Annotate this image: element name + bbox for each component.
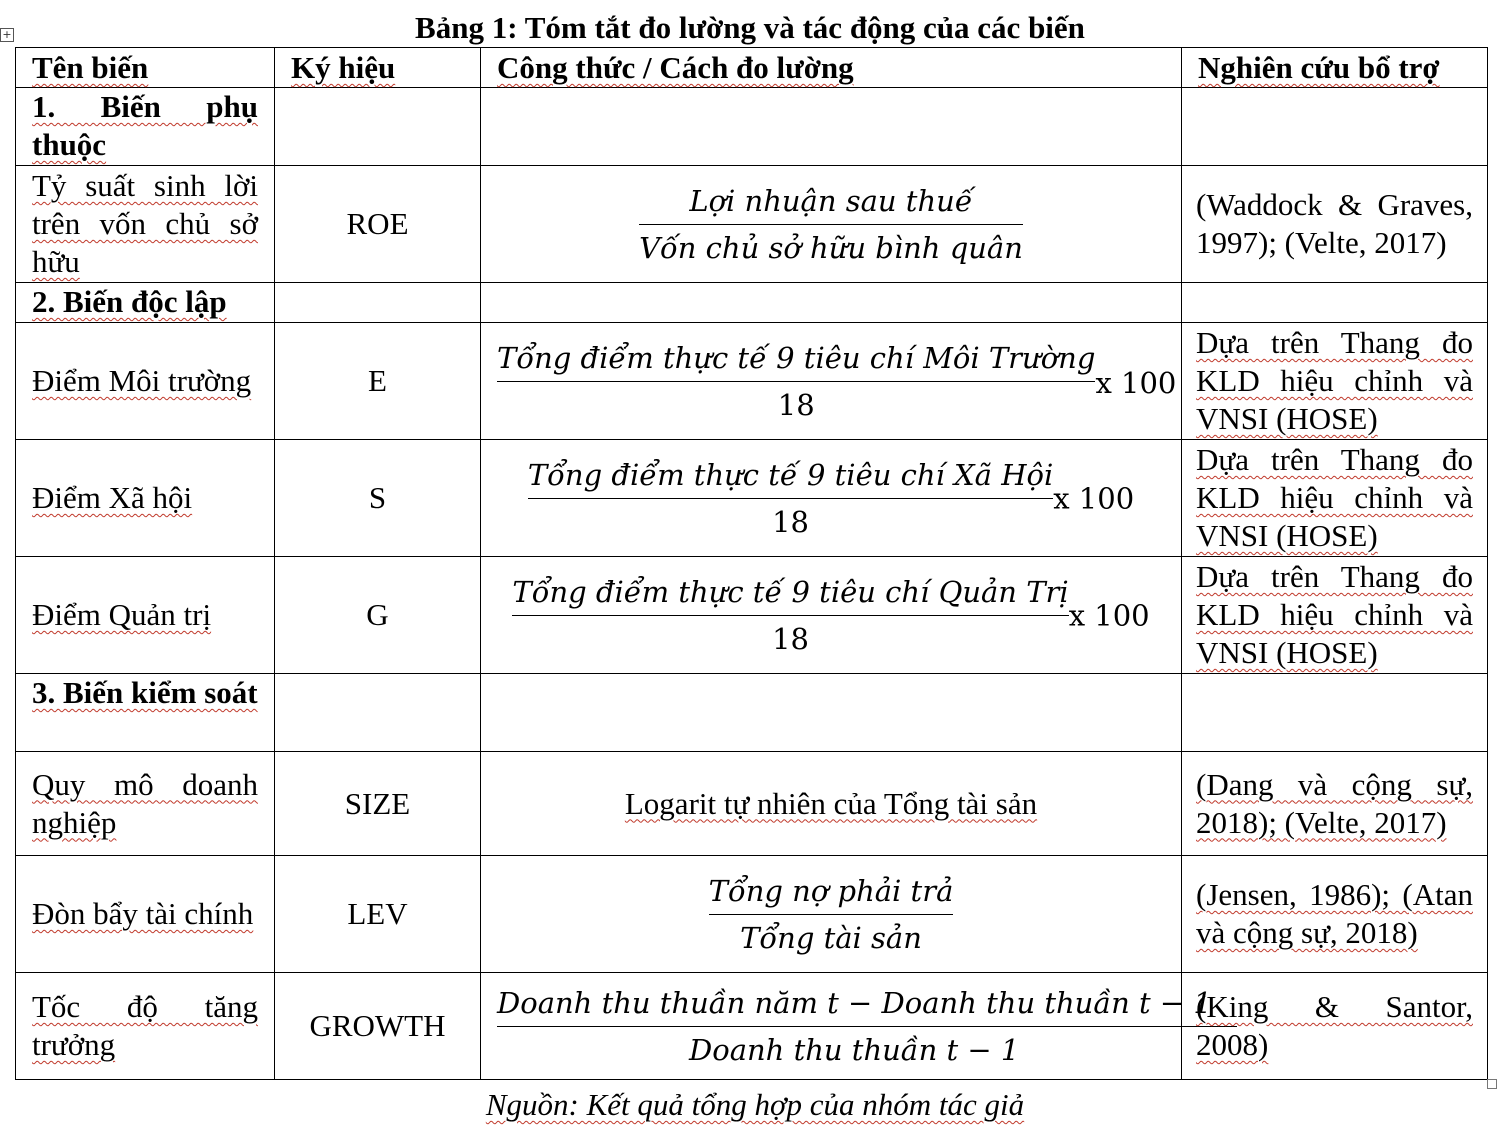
header-name: Tên biến bbox=[16, 48, 275, 88]
variable-symbol: LEV bbox=[275, 856, 481, 973]
variable-symbol: S bbox=[275, 440, 481, 557]
variable-name: Quy mô doanh nghiệp bbox=[16, 752, 275, 856]
header-symbol: Ký hiệu bbox=[275, 48, 481, 88]
fraction-denominator: Doanh thu thuần t − 1 bbox=[689, 1032, 1020, 1067]
multiplier: x 100 bbox=[1053, 481, 1135, 515]
fraction-numerator: Tổng nợ phải trả bbox=[709, 872, 954, 915]
fraction-numerator: Doanh thu thuần năm t − Doanh thu thuần t − 1 bbox=[497, 984, 1237, 1027]
variable-name: Điểm Môi trường bbox=[16, 323, 275, 440]
table-row-size bbox=[16, 752, 1488, 856]
reference-cell: Dựa trên Thang đo KLD hiệu chỉnh và VNSI (HOSE) bbox=[1182, 557, 1488, 674]
formula-cell bbox=[481, 440, 1182, 557]
fraction-numerator: Lợi nhuận sau thuế bbox=[639, 182, 1023, 225]
fraction bbox=[497, 339, 1095, 424]
fraction bbox=[512, 573, 1068, 658]
formula-cell bbox=[481, 323, 1182, 440]
multiplier: x 100 bbox=[1068, 598, 1150, 632]
table-header-row bbox=[16, 48, 1488, 88]
table-row-lev bbox=[16, 856, 1488, 973]
fraction-numerator: Tổng điểm thực tế 9 tiêu chí Quản Trị bbox=[512, 573, 1068, 616]
table-row-growth bbox=[16, 973, 1488, 1080]
formula-cell bbox=[481, 557, 1182, 674]
table-row-roe bbox=[16, 166, 1488, 283]
section-row-control bbox=[16, 674, 1488, 752]
formula-cell bbox=[481, 973, 1212, 1080]
formula-cell: Logarit tự nhiên của Tổng tài sản bbox=[481, 752, 1182, 856]
multiplier: x 100 bbox=[1095, 365, 1177, 400]
reference-cell: (Waddock & Graves, 1997); (Velte, 2017) bbox=[1182, 166, 1488, 283]
variable-name: Tỷ suất sinh lời trên vốn chủ sở hữu bbox=[16, 166, 275, 283]
fraction-denominator: 18 bbox=[772, 504, 809, 539]
fraction-denominator: Tổng tài sản bbox=[740, 920, 922, 955]
section-label-dependent: 1. Biến phụ thuộc bbox=[16, 88, 275, 166]
variable-symbol: G bbox=[275, 557, 481, 674]
section-row-independent bbox=[16, 283, 1488, 323]
reference-cell: (Jensen, 1986); (Atan và cộng sự, 2018) bbox=[1182, 856, 1488, 973]
variable-name: Điểm Xã hội bbox=[16, 440, 275, 557]
reference-cell: Dựa trên Thang đo KLD hiệu chỉnh và VNSI (HOSE) bbox=[1182, 440, 1488, 557]
fraction-denominator: 18 bbox=[777, 387, 815, 422]
variables-table bbox=[15, 47, 1488, 1080]
variable-symbol: GROWTH bbox=[275, 973, 481, 1080]
fraction-numerator: Tổng điểm thực tế 9 tiêu chí Xã Hội bbox=[528, 456, 1053, 499]
section-label-independent: 2. Biến độc lập bbox=[16, 283, 275, 323]
header-formula: Công thức / Cách đo lường bbox=[481, 48, 1182, 88]
fraction-denominator: 18 bbox=[772, 621, 809, 656]
variable-name: Tốc độ tăng trưởng bbox=[16, 973, 275, 1080]
variable-name: Điểm Quản trị bbox=[16, 557, 275, 674]
reference-cell: (Dang và cộng sự, 2018); (Velte, 2017) bbox=[1182, 752, 1488, 856]
fraction bbox=[497, 984, 1237, 1069]
header-reference: Nghiên cứu bổ trợ bbox=[1182, 48, 1488, 88]
fraction bbox=[528, 456, 1053, 541]
table-row-s bbox=[16, 440, 1488, 557]
reference-cell: Dựa trên Thang đo KLD hiệu chỉnh và VNSI (HOSE) bbox=[1182, 323, 1488, 440]
source-note: Nguồn: Kết quả tổng hợp của nhóm tác giả bbox=[485, 1087, 1025, 1122]
variable-symbol: ROE bbox=[275, 166, 481, 283]
fraction-denominator: Vốn chủ sở hữu bình quân bbox=[639, 230, 1023, 265]
section-row-dependent bbox=[16, 88, 1488, 166]
variable-symbol: SIZE bbox=[275, 752, 481, 856]
variable-symbol: E bbox=[275, 323, 481, 440]
section-label-control: 3. Biến kiểm soát bbox=[16, 674, 275, 752]
variable-name: Đòn bẩy tài chính bbox=[16, 856, 275, 973]
table-row-g bbox=[16, 557, 1488, 674]
formula-cell bbox=[481, 856, 1182, 973]
reference-cell: (King & Santor, 2008) bbox=[1182, 973, 1488, 1080]
formula-cell bbox=[481, 166, 1182, 283]
fraction bbox=[639, 182, 1023, 267]
table-move-icon[interactable]: + bbox=[0, 28, 14, 42]
table-row-e bbox=[16, 323, 1488, 440]
fraction-numerator: Tổng điểm thực tế 9 tiêu chí Môi Trường bbox=[497, 339, 1095, 382]
table-title: Bảng 1: Tóm tắt đo lường và tác động của các biến bbox=[415, 10, 1085, 45]
fraction bbox=[709, 872, 954, 957]
